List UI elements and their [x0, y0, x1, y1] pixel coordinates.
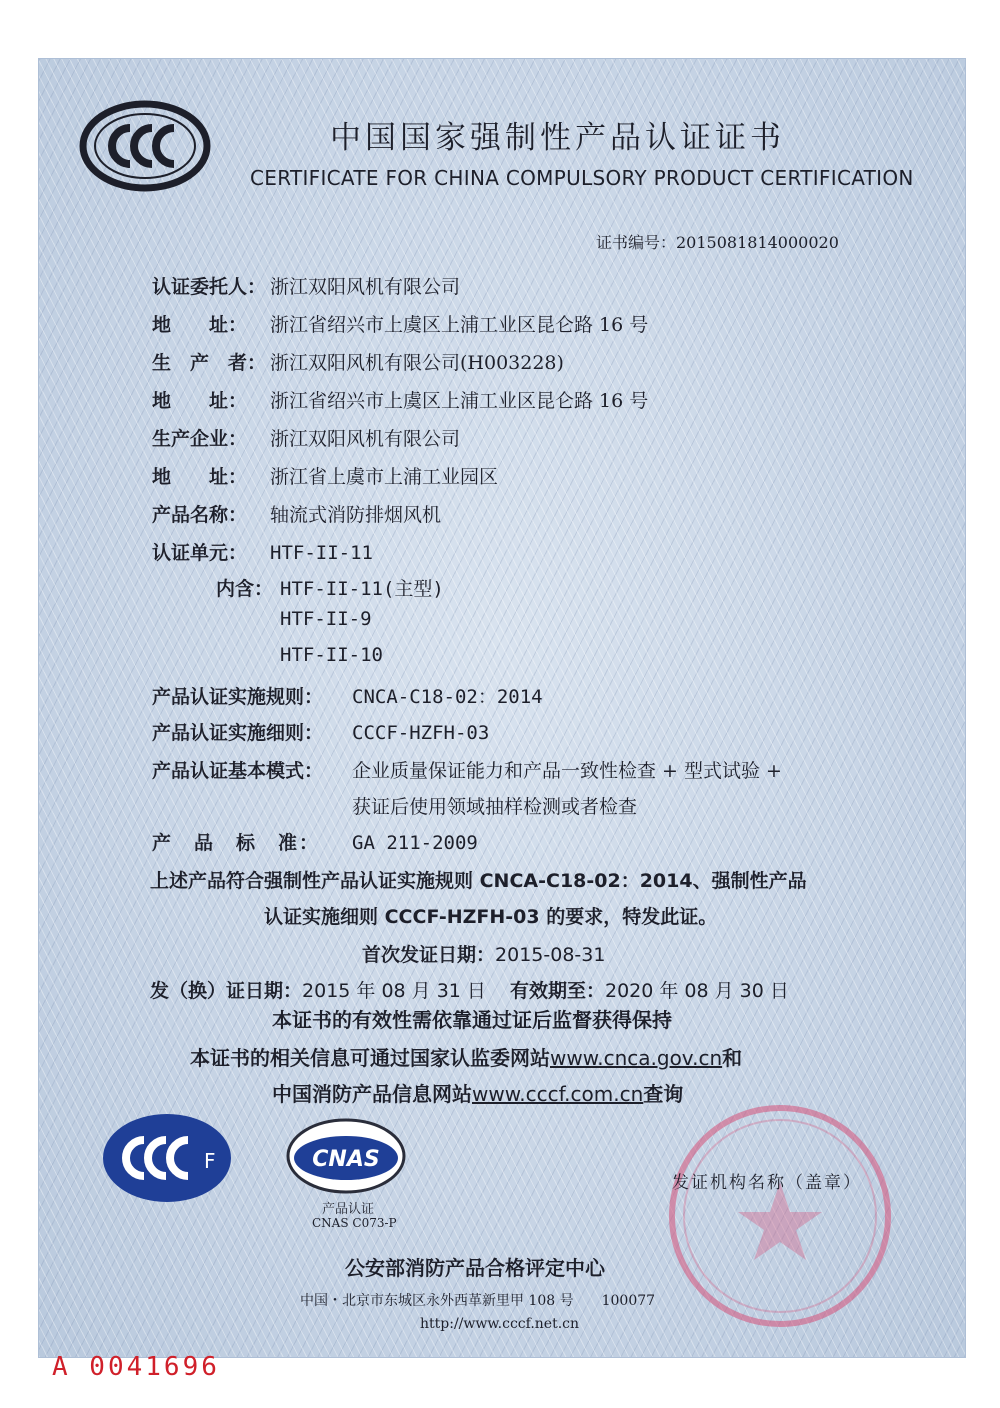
factory-address-value: 浙江省上虞市上浦工业园区: [270, 466, 499, 488]
cccf-logo-icon: [100, 1112, 234, 1204]
applicant-address-label: 地 址：: [152, 314, 248, 336]
contains-model-1: HTF-II-11(主型): [280, 578, 444, 600]
row-cert-unit: [152, 538, 373, 565]
row-contains: [216, 574, 444, 601]
info-and: 和: [722, 1046, 743, 1070]
issue-date-label: 发（换）证日期：: [150, 980, 303, 1002]
manufacturer-address-value: 浙江省绍兴市上虞区上浦工业区昆仑路 16 号: [270, 390, 649, 412]
statement-line-2: 认证实施细则 CCCF-HZFH-03 的要求，特发此证。: [264, 906, 718, 928]
cccf-link[interactable]: www.cccf.com.cn: [472, 1082, 644, 1106]
basic-mode-line-2: 获证后使用领域抽样检测或者检查: [352, 796, 638, 818]
row-factory: [152, 424, 460, 451]
issuer-website[interactable]: http://www.cccf.net.cn: [420, 1316, 580, 1332]
issuer-address: 中国・北京市东城区永外西革新里甲 108 号 100077: [300, 1293, 656, 1309]
standard-value: GA 211-2009: [352, 832, 478, 854]
title-chinese: 中国国家强制性产品认证证书: [330, 120, 785, 156]
info-query: 查询: [643, 1082, 684, 1106]
cnca-link[interactable]: www.cnca.gov.cn: [550, 1046, 723, 1070]
cnas-code: CNAS C073-P: [312, 1216, 397, 1230]
statement-line-1: 上述产品符合强制性产品认证实施规则 CNCA-C18-02：2014、强制性产品: [150, 870, 807, 892]
row-manufacturer: [152, 348, 564, 375]
factory-label: 生产企业：: [152, 428, 248, 450]
cnas-logo-icon: [284, 1116, 408, 1196]
row-applicant-address: [152, 310, 648, 337]
impl-rules-value: CNCA-C18-02：2014: [352, 686, 543, 708]
row-factory-address: [152, 462, 498, 489]
row-applicant: [152, 272, 460, 299]
cert-unit-label: 认证单元：: [152, 542, 248, 564]
info-line-2: [272, 1078, 683, 1107]
manufacturer-value: 浙江双阳风机有限公司(H003228): [270, 352, 564, 374]
impl-details-value: CCCF-HZFH-03: [352, 722, 490, 744]
impl-rules-label: 产品认证实施规则：: [152, 686, 324, 708]
ccc-logo-icon: [78, 100, 212, 192]
certificate-number: 证书编号：2015081814000020: [596, 233, 839, 252]
first-issue-date: [362, 940, 605, 967]
issue-validity-line: [150, 976, 789, 1003]
valid-until-value: 2020 年 08 月 30 日: [604, 980, 789, 1002]
contains-model-2: HTF-II-9: [280, 608, 372, 630]
info-line-2-text: 中国消防产品信息网站: [272, 1082, 472, 1106]
row-basic-mode: [152, 756, 782, 783]
row-impl-details: [152, 718, 489, 745]
factory-address-label: 地 址：: [152, 466, 248, 488]
product-name-value: 轴流式消防排烟风机: [270, 504, 442, 526]
manufacturer-label: 生 产 者：: [152, 352, 267, 374]
official-seal-stamp: [660, 1096, 900, 1336]
title-english: CERTIFICATE FOR CHINA COMPULSORY PRODUCT CERTIFICATION: [250, 166, 914, 190]
info-line-1-text: 本证书的相关信息可通过国家认监委网站: [190, 1046, 550, 1070]
row-standard: [152, 828, 478, 855]
row-product-name: [152, 500, 441, 527]
basic-mode-line-1: 企业质量保证能力和产品一致性检查 + 型式试验 +: [352, 760, 782, 782]
validity-note: 本证书的有效性需依靠通过证后监督获得保持: [272, 1008, 672, 1032]
basic-mode-label: 产品认证基本模式：: [152, 760, 324, 782]
cnas-label: 产品认证: [322, 1202, 375, 1217]
svg-text:CNAS: CNAS: [312, 1147, 380, 1172]
factory-value: 浙江双阳风机有限公司: [270, 428, 461, 450]
applicant-label: 认证委托人：: [152, 276, 267, 298]
row-manufacturer-address: [152, 386, 648, 413]
info-line-1: [190, 1042, 742, 1071]
serial-number: A 0041696: [52, 1352, 220, 1382]
applicant-value: 浙江双阳风机有限公司: [270, 276, 461, 298]
impl-details-label: 产品认证实施细则：: [152, 722, 324, 744]
contains-label: 内含：: [216, 578, 274, 600]
cert-unit-value: HTF-II-11: [270, 542, 373, 564]
applicant-address-value: 浙江省绍兴市上虞区上浦工业区昆仑路 16 号: [270, 314, 649, 336]
valid-until-label: 有效期至：: [509, 980, 605, 1002]
manufacturer-address-label: 地 址：: [152, 390, 248, 412]
issue-date-value: 2015 年 08 月 31 日: [302, 980, 486, 1002]
first-issue-value: 2015-08-31: [495, 944, 606, 966]
issuer-organization: 公安部消防产品合格评定中心: [345, 1256, 605, 1280]
row-impl-rules: [152, 682, 543, 709]
product-name-label: 产品名称：: [152, 504, 248, 526]
first-issue-label: 首次发证日期：: [362, 944, 496, 966]
issuer-label: 发证机构名称（盖章）: [672, 1173, 862, 1193]
standard-label: 产 品 标 准：: [152, 832, 321, 854]
contains-model-3: HTF-II-10: [280, 644, 383, 666]
svg-text:F: F: [204, 1149, 216, 1173]
